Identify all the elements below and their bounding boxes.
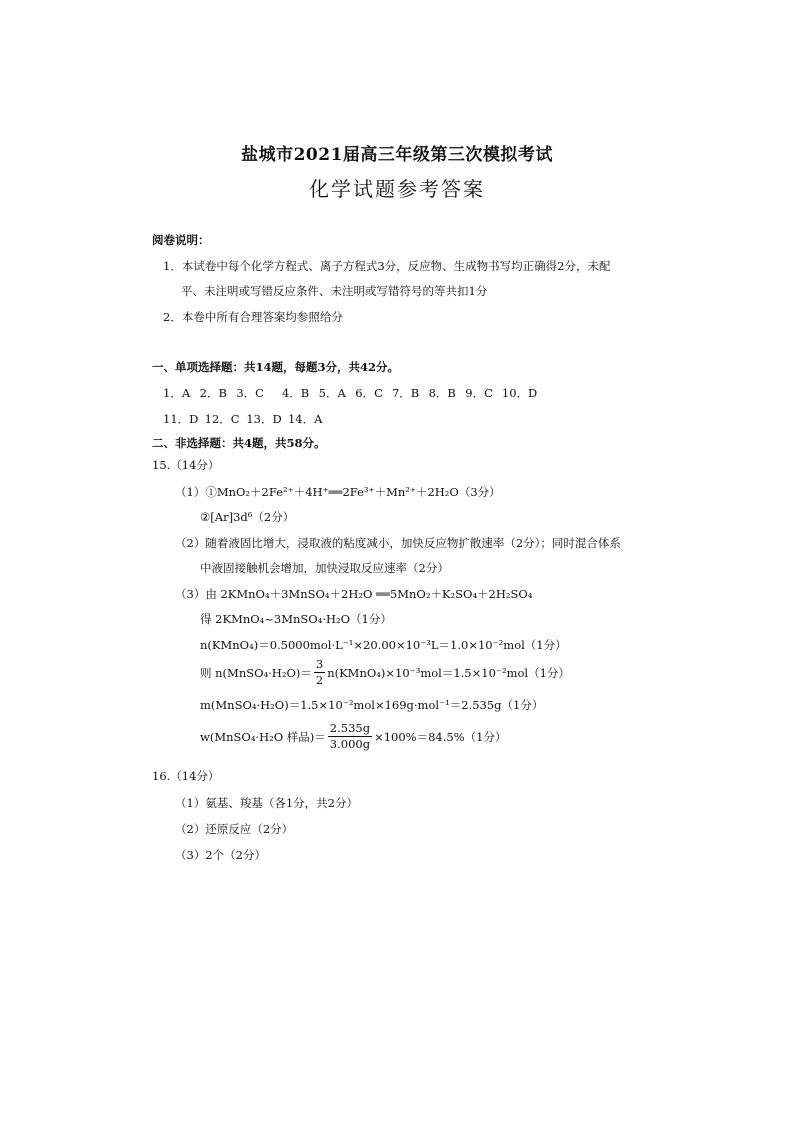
q15-part-3-purity [200,721,506,752]
answer-14: 14．A [287,412,323,426]
answer-9: 9．C [465,386,493,400]
fraction-denominator: 2 [315,673,324,687]
fraction-numerator: 3 [315,657,324,671]
fraction-3-over-2 [314,657,325,688]
q15-part-2-line-2: 中液固接触机会增加，加快浸取反应速率（2分） [200,561,449,575]
section-2-heading: 二、非选择题：共4题，共58分。 [152,436,326,450]
answer-12: 12．C [204,412,240,426]
q15-part-3-n-kmno4: n(KMnO₄)＝0.5000mol·L⁻¹×20.00×10⁻³L＝1.0×10⁻²mol（1分） [200,638,567,652]
fraction-mass-ratio [328,721,372,752]
purity-suffix: ×100%＝84.5%（1分） [374,729,507,744]
n-mnso4-suffix: n(KMnO₄)×10⁻³mol＝1.5×10⁻²mol（1分） [327,665,570,680]
q15-part-3-n-mnso4 [200,657,570,688]
answer-2: 2．B [199,386,227,400]
answer-8: 8．B [428,386,456,400]
section-1-heading: 一、单项选择题：共14题，每题3分，共42分。 [152,360,400,374]
q16-part-1: （1）氨基、羧基（各1分，共2分） [175,796,358,810]
answer-4: 4．B [281,386,310,400]
instruction-item-2: 2．本卷中所有合理答案均参照给分 [163,310,343,324]
fraction-numerator: 2.535g [329,721,371,735]
answer-10: 10．D [501,386,538,400]
q15-part-1-config: ②[Ar]3d⁶（2分） [200,510,295,524]
answer-5: 5．A [318,386,346,400]
exam-subtitle: 化学试题参考答案 [309,177,485,201]
instruction-item-1-line-1: 1．本试卷中每个化学方程式、离子方程式3分，反应物、生成物书写均正确得2分，未配 [163,259,611,273]
answer-11: 11．D [163,412,199,426]
choice-answers-row-1 [163,385,537,401]
instructions-heading: 阅卷说明： [152,233,210,247]
q16-part-3: （3）2个（2分） [175,848,266,862]
answer-6: 6．C [355,386,383,400]
answer-3: 3．C [236,386,264,400]
choice-answers-row-2 [163,411,322,427]
purity-prefix: w(MnSO₄·H₂O 样品)＝ [200,729,326,744]
q15-part-3-ratio: 得 2KMnO₄~3MnSO₄·H₂O（1分） [200,612,392,626]
fraction-denominator: 3.000g [329,737,371,751]
answer-1: 1．A [163,386,191,400]
q15-part-3-mass: m(MnSO₄·H₂O)＝1.5×10⁻²mol×169g·mol⁻¹＝2.535g（1分） [200,698,544,712]
exam-title: 盐城市2021届高三年级第三次模拟考试 [241,145,553,165]
q15-part-1-equation: （1）①MnO₂＋2Fe²⁺＋4H⁺══2Fe³⁺＋Mn²⁺＋2H₂O（3分） [175,485,501,499]
answer-7: 7．B [391,386,420,400]
q15-label: 15.（14分） [152,458,220,472]
instruction-item-1-line-2: 平、未注明或写错反应条件、未注明或写错符号的等共扣1分 [181,284,488,298]
answer-13: 13．D [246,412,282,426]
q16-label: 16.（14分） [152,769,220,783]
q15-part-2-line-1: （2）随着液固比增大，浸取液的粘度减小，加快反应物扩散速率（2分）；同时混合体系 [175,536,621,550]
q16-part-2: （2）还原反应（2分） [175,822,294,836]
q15-part-3-equation: （3）由 2KMnO₄＋3MnSO₄＋2H₂O ══5MnO₂＋K₂SO₄＋2H₂SO₄ [175,587,533,601]
n-mnso4-prefix: 则 n(MnSO₄·H₂O)＝ [200,665,312,680]
